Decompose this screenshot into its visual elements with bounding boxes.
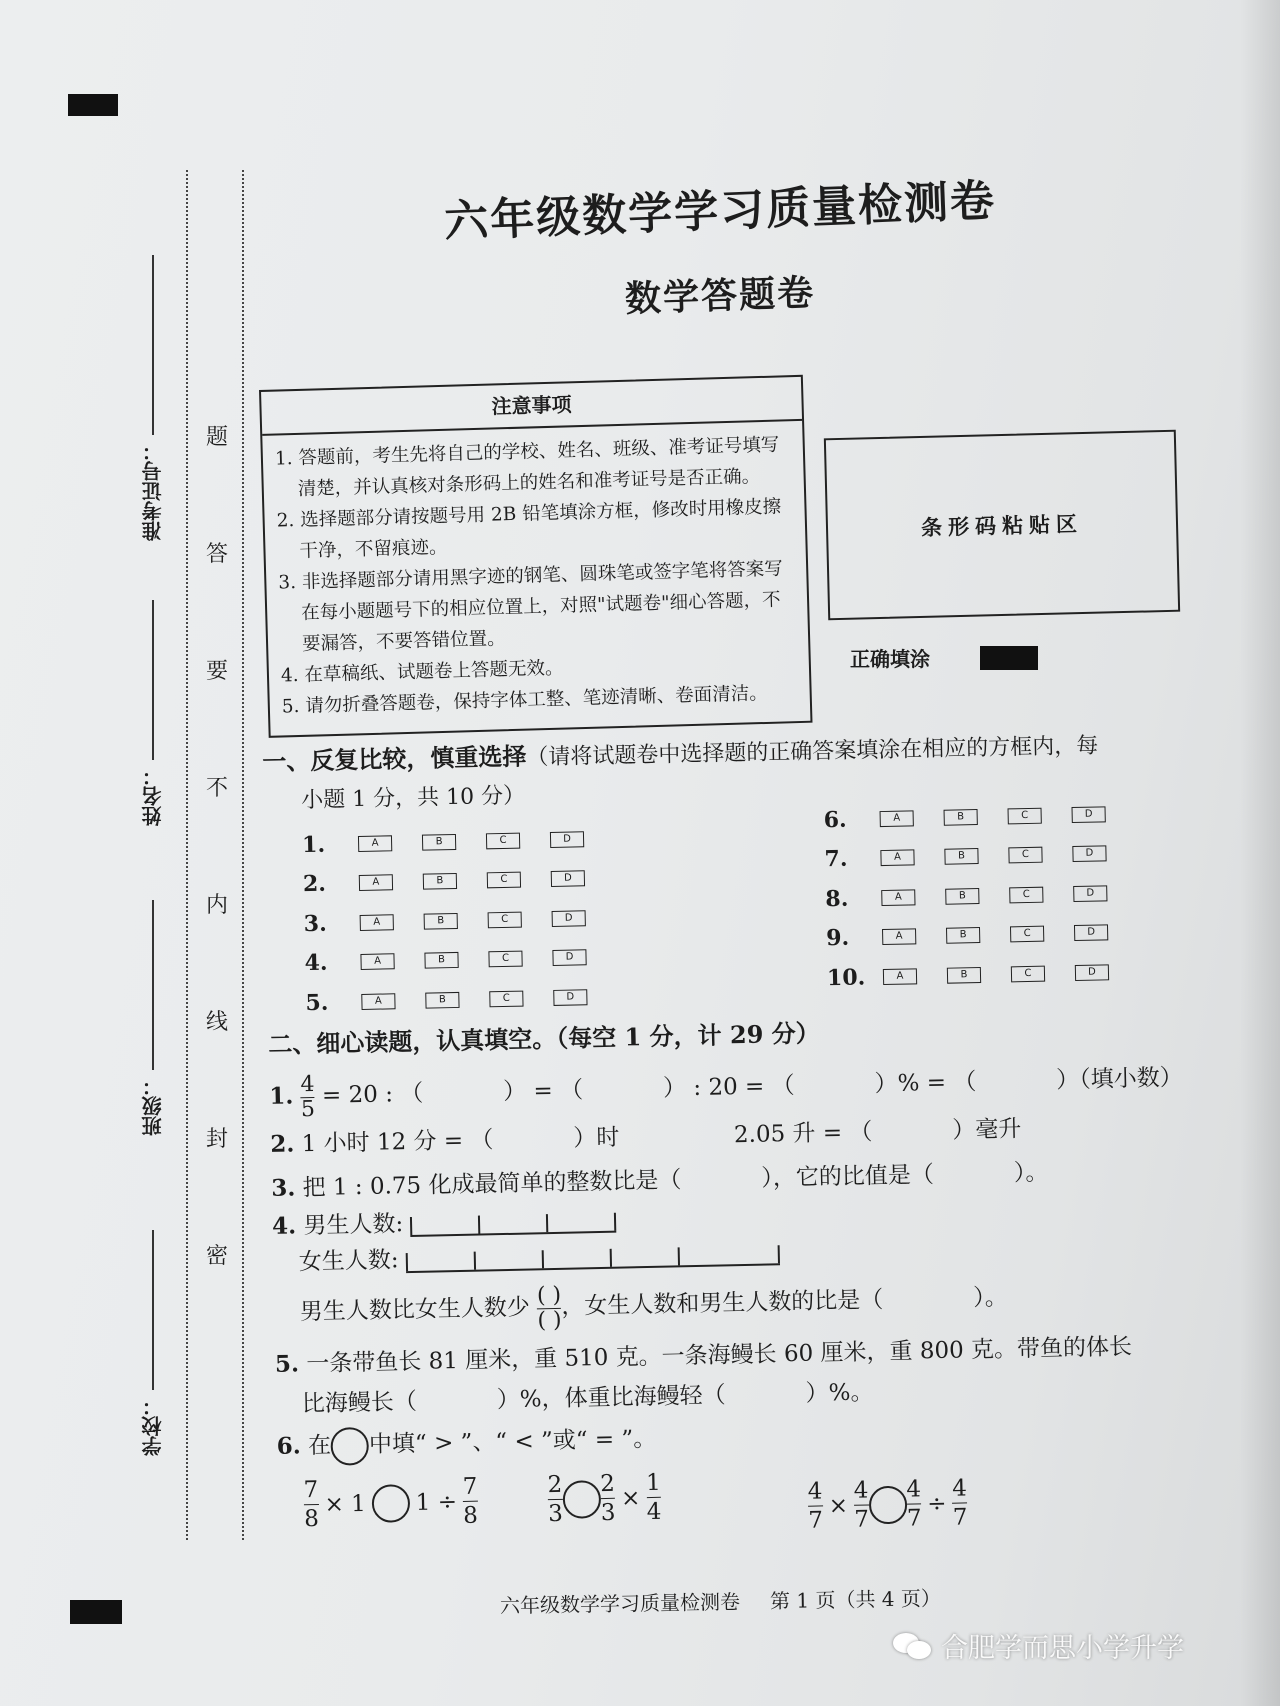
q1-part-a: = 20 : （ — [321, 1080, 424, 1109]
numerator: 7 — [303, 1476, 319, 1504]
q1-part-d: ）% = （ — [874, 1069, 977, 1098]
class-label: 班级： — [141, 1076, 165, 1136]
denominator: 7 — [808, 1507, 824, 1534]
notice-item: 4. 在草稿纸、试题卷上答题无效。 — [280, 657, 564, 687]
footer-title: 六年级数学学习质量检测卷 — [499, 1589, 741, 1618]
choice-row — [825, 873, 1138, 919]
numerator: 2 — [547, 1471, 563, 1499]
q2-part-a: 1 小时 12 分 = （ — [301, 1127, 494, 1158]
watermark-text: 合肥学而思小学升学 — [941, 1633, 1184, 1664]
fill-in-questions — [269, 1053, 1249, 1567]
notice-box — [259, 375, 813, 738]
seal-char: 不 — [206, 776, 229, 801]
notice-heading: 注意事项 — [261, 377, 802, 436]
class-line — [152, 900, 154, 1070]
choice-box-a[interactable]: A — [360, 954, 394, 971]
choice-box-b[interactable]: B — [944, 848, 978, 865]
choice-question-number: 6. — [823, 806, 847, 834]
exam-id-field — [138, 255, 167, 541]
choice-row — [827, 952, 1140, 998]
numerator: 2 — [599, 1470, 616, 1498]
alignment-marker-top — [68, 94, 118, 116]
question-number: 1. — [269, 1082, 294, 1110]
q2-part-d: ）毫升 — [952, 1116, 1022, 1144]
q1-part-b: ） = （ — [502, 1077, 584, 1106]
choice-box-d[interactable]: D — [550, 831, 584, 848]
denominator: 5 — [300, 1096, 316, 1122]
numerator: 4 — [906, 1476, 922, 1503]
seal-char: 线 — [206, 1010, 229, 1035]
question-number: 4. — [271, 1212, 297, 1240]
page-number: 第 1 页（共 4 页） — [769, 1586, 942, 1614]
choice-box-d[interactable]: D — [1072, 846, 1106, 863]
questions-area — [262, 724, 1249, 1567]
choice-box-a[interactable]: A — [880, 850, 914, 867]
q3-part-b: ），它的比值是（ — [761, 1162, 935, 1192]
compare-circle[interactable] — [868, 1485, 907, 1524]
correct-fill-label: 正确填涂 — [850, 647, 930, 671]
choice-box-d[interactable]: D — [552, 950, 586, 967]
correct-fill-sample — [850, 643, 1038, 672]
q5-line1: 一条带鱼长 81 厘米，重 510 克。一条海鳗长 60 厘米，重 800 克。带鱼的体长 — [306, 1333, 1133, 1378]
choice-row — [302, 819, 615, 865]
comparison-2 — [547, 1469, 661, 1528]
name-label: 姓名： — [141, 766, 165, 826]
watermark — [893, 1626, 1184, 1665]
choice-box-a[interactable]: A — [361, 993, 395, 1010]
fraction-four-fifths — [300, 1072, 315, 1121]
choice-question-number: 10. — [826, 964, 866, 991]
operator: × — [828, 1492, 849, 1519]
girls-label: 女生人数: — [298, 1247, 399, 1276]
question-number: 3. — [271, 1174, 296, 1202]
binding-dotted-line-left — [186, 170, 188, 1540]
choice-question-number: 1. — [301, 831, 326, 858]
compare-circle[interactable] — [371, 1484, 410, 1523]
class-field — [138, 900, 167, 1136]
circle-blank-icon — [331, 1427, 370, 1466]
numerator: 4 — [807, 1478, 823, 1505]
choice-box-b[interactable]: B — [424, 913, 458, 930]
answer-blank[interactable] — [494, 1146, 574, 1148]
notice-list — [262, 421, 810, 723]
exam-id-line — [152, 255, 154, 435]
choice-box-a[interactable]: A — [880, 810, 914, 827]
q5-line2b: ）%，体重比海鳗轻（ — [496, 1382, 726, 1414]
fraction — [547, 1471, 563, 1528]
fraction — [906, 1475, 922, 1532]
fraction — [807, 1477, 823, 1534]
name-field — [138, 600, 167, 826]
answer-blank[interactable] — [795, 1091, 875, 1093]
notice-item: 5. 请勿折叠答题卷，保持字体工整、笔迹清晰、卷面清洁。 — [281, 682, 769, 718]
q4-text-a: 男生人数比女生人数少 — [299, 1294, 531, 1326]
section1-title: 一、反复比较，慎重选择 — [262, 741, 527, 776]
choice-box-c[interactable]: C — [487, 872, 521, 889]
name-line — [152, 600, 154, 760]
choice-box-a[interactable]: A — [360, 914, 394, 931]
answer-blank[interactable] — [976, 1087, 1056, 1089]
notice-item: 2. 选择题部分请按题号用 2B 铅笔填涂方框，修改时用橡皮擦干净，不留痕迹。 — [276, 496, 782, 562]
choice-box-a[interactable]: A — [358, 835, 392, 852]
choice-box-d[interactable]: D — [552, 910, 586, 927]
seal-char: 密 — [206, 1244, 229, 1269]
section1-note: （请将试题卷中选择题的正确答案填涂在相应的方框内，每 — [526, 733, 1099, 771]
choice-box-c[interactable]: C — [1011, 965, 1045, 982]
choice-box-c[interactable]: C — [488, 911, 522, 928]
seal-char: 题 — [206, 425, 229, 450]
numerator: 4 — [300, 1071, 315, 1097]
operator: × — [620, 1484, 641, 1512]
denominator: 8 — [303, 1505, 320, 1533]
seal-char: 答 — [206, 542, 229, 567]
answer-blank[interactable] — [873, 1138, 953, 1140]
choice-row — [824, 833, 1137, 879]
choice-question-number: 9. — [825, 924, 850, 952]
choice-box-b[interactable]: B — [423, 873, 457, 890]
choice-box-b[interactable]: B — [944, 809, 978, 826]
choice-box-b[interactable]: B — [425, 992, 459, 1009]
choice-row — [303, 898, 616, 944]
school-label: 学校： — [141, 1396, 165, 1456]
denominator: 7 — [952, 1504, 968, 1531]
operator: 1 ÷ — [415, 1488, 458, 1516]
filled-box-sample — [980, 646, 1038, 670]
numerator: 1 — [645, 1469, 662, 1497]
barcode-area — [824, 430, 1180, 621]
girls-tape-diagram — [406, 1241, 780, 1273]
q6-text-a: 在 — [307, 1432, 332, 1460]
section2-title: 二、细心读题，认真填空。（每空 1 分，计 29 分） — [267, 1018, 821, 1059]
choice-box-b[interactable]: B — [424, 952, 458, 969]
exam-title: 六年级数学学习质量检测卷 — [443, 175, 997, 248]
operator: ÷ — [926, 1490, 947, 1517]
answer-blank[interactable] — [417, 1407, 497, 1409]
choice-box-b[interactable]: B — [947, 967, 981, 984]
choice-box-d[interactable]: D — [551, 871, 585, 888]
choice-box-d[interactable]: D — [1073, 885, 1107, 902]
choice-box-b[interactable]: B — [946, 927, 980, 944]
choice-question-number: 4. — [304, 949, 328, 977]
choice-box-a[interactable]: A — [882, 929, 916, 946]
choice-row — [826, 912, 1139, 958]
choice-box-d[interactable]: D — [1071, 806, 1105, 823]
boys-tape-diagram — [410, 1209, 616, 1237]
denominator-blank[interactable]: ( ) — [537, 1307, 562, 1333]
choice-row — [304, 937, 617, 983]
choice-box-c[interactable]: C — [1010, 926, 1044, 943]
seal-char: 要 — [206, 659, 229, 684]
answer-fraction[interactable] — [537, 1283, 562, 1332]
numerator: 4 — [951, 1475, 968, 1502]
choice-question-number: 3. — [303, 910, 328, 937]
operator: × 1 — [324, 1490, 367, 1518]
choice-column-left — [302, 819, 618, 1023]
q6-text-b: 中填“ > ”、“ < ”或“ = ”。 — [368, 1425, 657, 1458]
question-number: 6. — [276, 1432, 302, 1460]
choice-box-c[interactable]: C — [486, 832, 520, 849]
q5-line2a: 比海鳗长（ — [301, 1388, 418, 1418]
choice-box-c[interactable]: C — [1008, 807, 1042, 824]
denominator: 7 — [854, 1506, 870, 1533]
q3-part-c: ）。 — [1013, 1159, 1049, 1187]
q5-line2c: ）%。 — [805, 1379, 874, 1407]
choice-question-number: 5. — [305, 989, 329, 1016]
denominator: 8 — [463, 1502, 479, 1529]
seal-char: 内 — [206, 893, 229, 918]
school-line — [152, 1230, 154, 1390]
comparison-1 — [303, 1473, 478, 1534]
answer-blank[interactable] — [682, 1186, 762, 1188]
choice-box-d[interactable]: D — [553, 989, 587, 1006]
choice-box-c[interactable]: C — [489, 990, 523, 1007]
compare-circle[interactable] — [562, 1480, 601, 1519]
choice-column-right — [823, 794, 1139, 998]
denominator: 3 — [547, 1500, 564, 1528]
choice-box-d[interactable]: D — [1074, 925, 1108, 942]
notice-item: 3. 非选择题部分请用黑字迹的钢笔、圆珠笔或签字笔将答案写在每小题题号下的相应位置上，对照"试题卷"细心答题，不要漏答，不要答错位置。 — [278, 558, 784, 655]
binding-dotted-line-right — [242, 170, 244, 1540]
school-field — [138, 1230, 167, 1456]
numerator-blank[interactable]: ( ) — [536, 1282, 562, 1308]
denominator: 4 — [646, 1498, 662, 1526]
choice-question-number: 7. — [824, 846, 848, 873]
choice-row — [823, 794, 1136, 840]
choice-row — [305, 977, 618, 1023]
alignment-marker-bottom — [70, 1600, 122, 1624]
multiple-choice-grid — [264, 806, 1238, 1021]
q4-text-c: ）。 — [972, 1284, 1009, 1312]
q4-text-b: ，女生人数和男生人数的比是（ — [561, 1287, 884, 1320]
question-number: 5. — [274, 1350, 300, 1378]
q2-part-b: ）时 — [573, 1124, 620, 1152]
question-number: 2. — [270, 1130, 295, 1158]
choice-box-c[interactable]: C — [1008, 847, 1042, 864]
choice-box-c[interactable]: C — [1009, 886, 1043, 903]
barcode-label: 条形码粘贴区 — [920, 512, 1084, 540]
choice-box-b[interactable]: B — [422, 834, 456, 851]
notice-item: 1. 答题前，考生先将自己的学校、姓名、班级、准考证号填写清楚，并认真核对条形码上的姓名和准考证号是否正确。 — [274, 434, 780, 500]
choice-box-a[interactable]: A — [881, 889, 915, 906]
choice-box-b[interactable]: B — [945, 888, 979, 905]
q1-part-e: ）（填小数） — [1056, 1064, 1184, 1094]
fraction — [462, 1473, 478, 1530]
fraction — [853, 1476, 869, 1533]
fraction — [600, 1470, 616, 1527]
q1-part-c: ） : 20 = （ — [662, 1072, 795, 1102]
numerator: 7 — [462, 1473, 478, 1500]
denominator: 3 — [600, 1499, 616, 1527]
choice-box-d[interactable]: D — [1075, 964, 1109, 981]
page-footer — [500, 1582, 941, 1619]
answer-blank[interactable] — [726, 1401, 806, 1403]
choice-question-number: 8. — [825, 885, 849, 912]
answer-blank[interactable] — [934, 1180, 1014, 1182]
choice-row — [303, 858, 616, 904]
answer-blank[interactable] — [423, 1099, 503, 1101]
fraction — [646, 1469, 662, 1526]
fraction — [303, 1476, 319, 1533]
choice-question-number: 2. — [302, 870, 327, 898]
q3-text: 把 1 : 0.75 化成最简单的整数比是（ — [302, 1167, 682, 1202]
seal-line-warning — [206, 420, 228, 1356]
wechat-icon — [893, 1631, 933, 1661]
choice-box-a[interactable]: A — [883, 968, 917, 985]
exam-id-label: 准考证号： — [141, 441, 165, 541]
exam-subtitle: 数学答题卷 — [624, 271, 816, 321]
answer-blank[interactable] — [583, 1096, 663, 1098]
denominator: 7 — [906, 1505, 922, 1532]
choice-box-c[interactable]: C — [488, 951, 522, 968]
section1-note-cont: 小题 1 分，共 10 分） — [300, 783, 526, 814]
numerator: 4 — [853, 1477, 869, 1504]
answer-blank[interactable] — [883, 1305, 973, 1307]
comparison-3 — [807, 1474, 967, 1534]
comparison-row — [277, 1457, 1249, 1567]
boys-label: 男生人数: — [303, 1211, 404, 1240]
fraction — [952, 1474, 968, 1531]
q2-part-c: 2.05 升 = （ — [733, 1119, 873, 1149]
seal-char: 封 — [206, 1127, 229, 1152]
choice-box-a[interactable]: A — [359, 875, 393, 892]
